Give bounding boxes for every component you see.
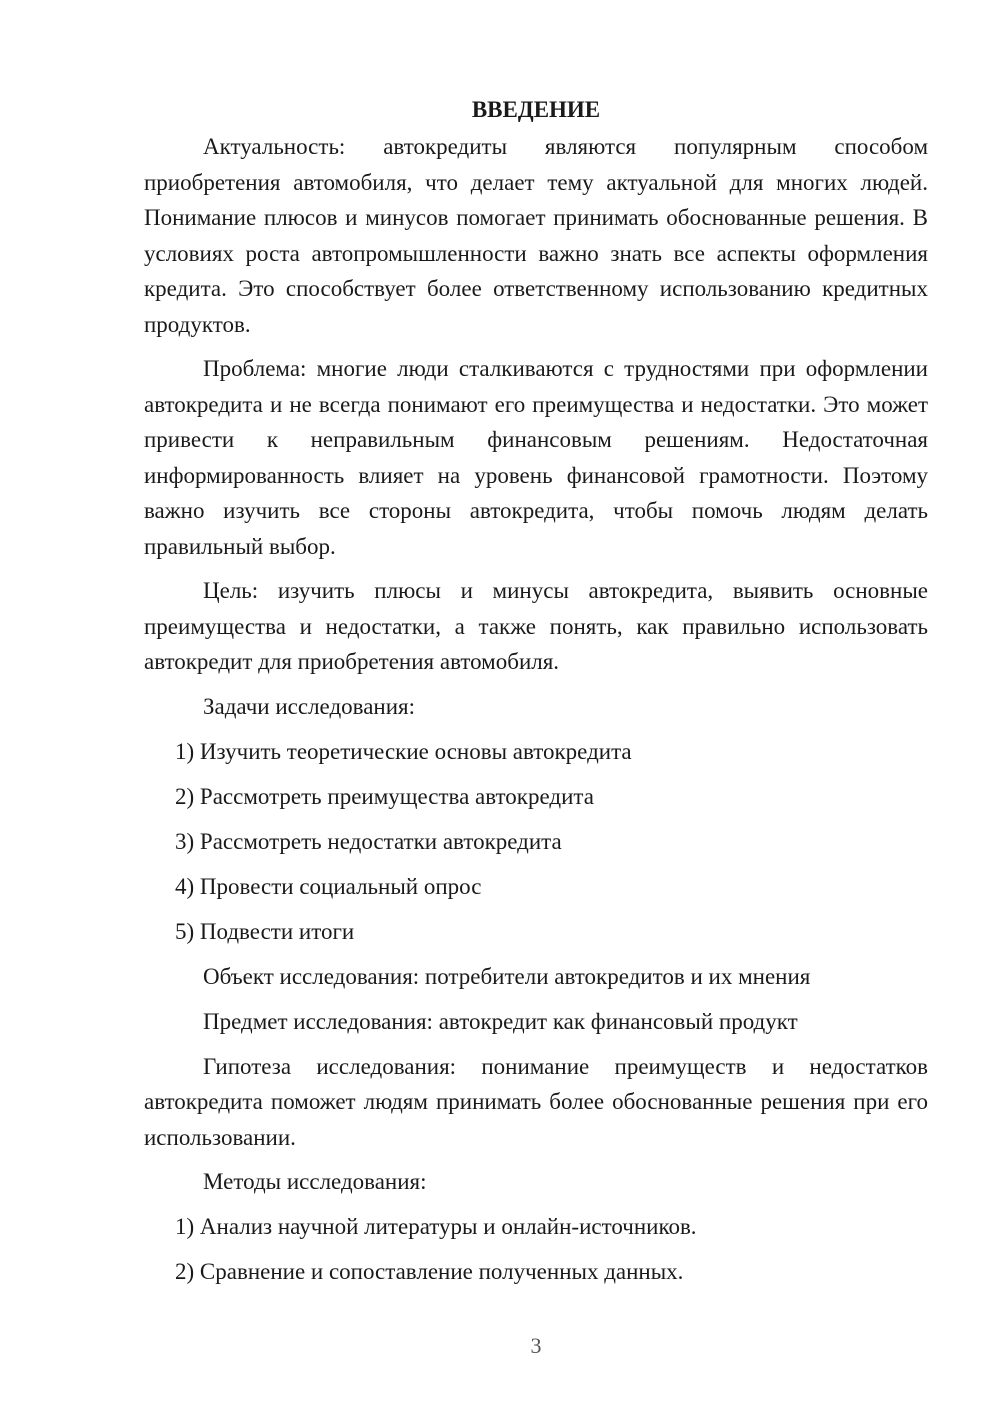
- task-item-4: 4) Провести социальный опрос: [175, 873, 482, 899]
- research-subject: Предмет исследования: автокредит как финансовый продукт: [203, 1008, 798, 1034]
- goal-paragraph: Цель: изучить плюсы и минусы автокредита, выявить основные преимущества и недостатки, а также понять, как правильно использовать автокредит для приобретения автомобиля.: [144, 578, 928, 674]
- task-item-3: 3) Рассмотреть недостатки автокредита: [175, 828, 562, 854]
- tasks-label: Задачи исследования:: [203, 693, 416, 719]
- task-item-2: 2) Рассмотреть преимущества автокредита: [175, 783, 594, 809]
- method-item-2: 2) Сравнение и сопоставление полученных данных.: [175, 1259, 684, 1284]
- methods-label: Методы исследования:: [203, 1169, 427, 1194]
- hypothesis-paragraph: Гипотеза исследования: понимание преимуществ и недостатков автокредита поможет людям принимать более обоснованные решения при его использовании.: [144, 1053, 928, 1150]
- problem-paragraph: Проблема: многие люди сталкиваются с трудностями при оформлении автокредита и не всегда понимают его преимущества и недостатки. Это может привести к неправильным финансовым решениям. Недостаточная информированность влияет на уровень финансовой грамотности. Поэтому важно изучить все стороны автокредита, чтобы помочь людям делать правильный выбор.: [144, 356, 928, 559]
- task-item-5: 5) Подвести итоги: [175, 918, 355, 944]
- page-content: [144, 92, 928, 1299]
- page-number: 3: [530, 1333, 542, 1358]
- research-object: Объект исследования: потребители автокредитов и их мнения: [203, 963, 811, 989]
- task-item-1: 1) Изучить теоретические основы автокредита: [175, 738, 632, 764]
- relevance-paragraph: Актуальность: автокредиты являются популярным способом приобретения автомобиля, что делает тему актуальной для многих людей. Понимание плюсов и минусов помогает принимать обоснованные решения. В условиях роста автопромышленности важно знать все аспекты оформления кредита. Это способствует более ответственному использованию кредитных продуктов.: [144, 134, 928, 337]
- method-item-1: 1) Анализ научной литературы и онлайн-источников.: [175, 1214, 697, 1239]
- section-heading: ВВЕДЕНИЕ: [471, 97, 601, 122]
